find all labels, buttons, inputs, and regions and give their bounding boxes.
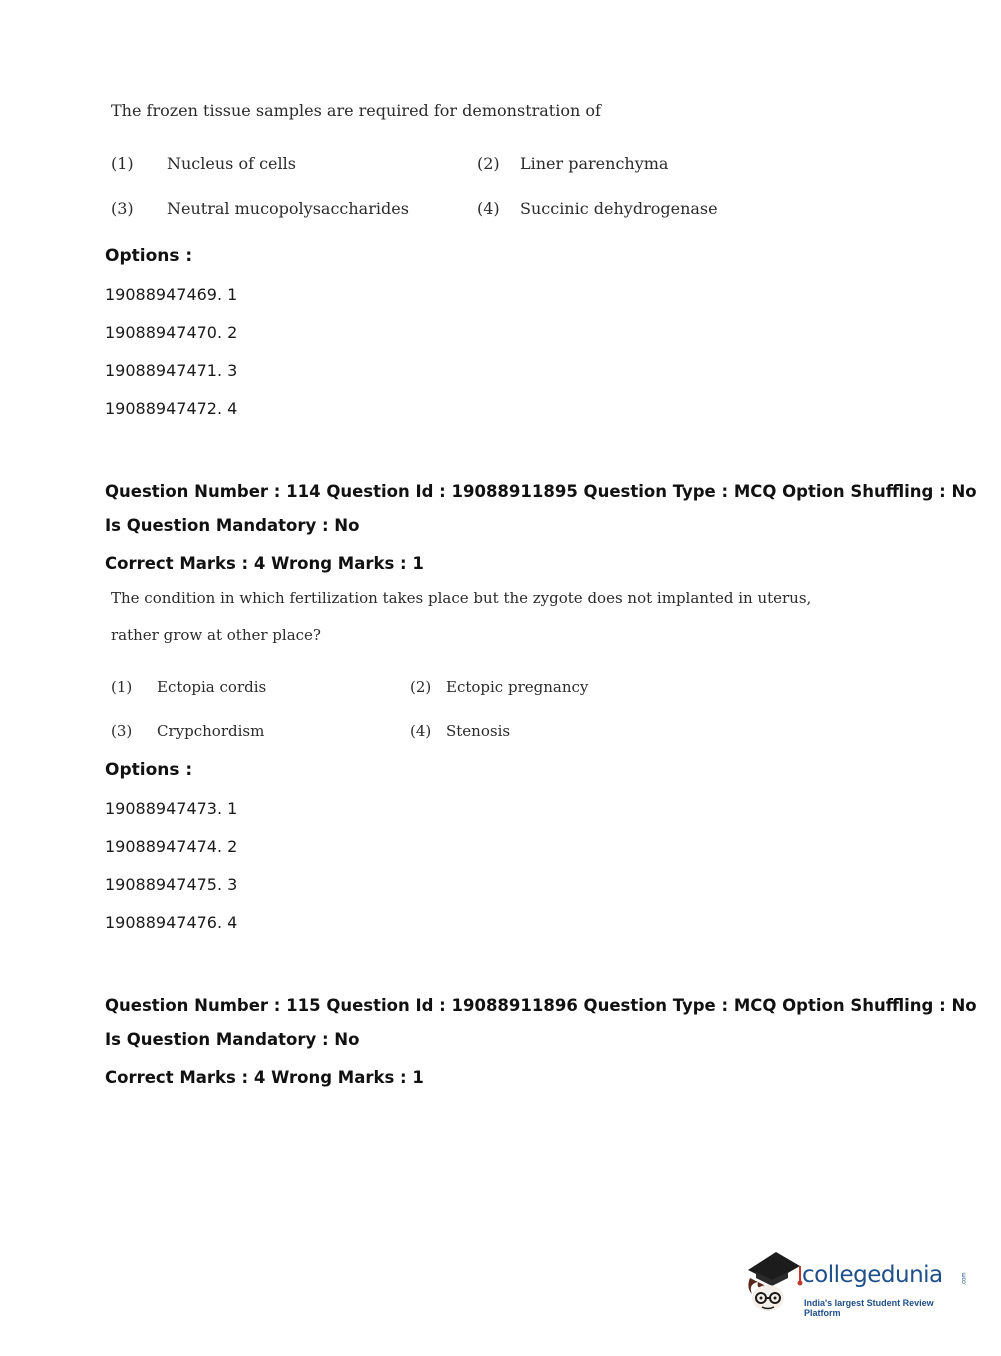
choice-text: Nucleus of cells bbox=[167, 154, 296, 173]
choice-number: (4) bbox=[477, 199, 500, 218]
question-mandatory: Is Question Mandatory : No bbox=[105, 516, 360, 535]
choice-number: (1) bbox=[111, 678, 133, 696]
option-id: 19088947470. 2 bbox=[105, 323, 238, 342]
choice-text: Liner parenchyma bbox=[520, 154, 669, 173]
option-id: 19088947471. 3 bbox=[105, 361, 238, 380]
option-id: 19088947474. 2 bbox=[105, 837, 238, 856]
collegedunia-logo bbox=[742, 1248, 972, 1318]
option-id: 19088947473. 1 bbox=[105, 799, 238, 818]
choice-number: (4) bbox=[410, 722, 432, 740]
question-meta: Question Number : 115 Question Id : 19088911896 Question Type : MCQ Option Shuffling : No bbox=[105, 996, 977, 1015]
option-id: 19088947475. 3 bbox=[105, 875, 238, 894]
brand-tagline: India's largest Student Review Platform bbox=[804, 1298, 934, 1318]
option-id: 19088947476. 4 bbox=[105, 913, 238, 932]
option-id: 19088947472. 4 bbox=[105, 399, 238, 418]
choice-text: Stenosis bbox=[446, 722, 511, 740]
brand-dotcom: .com bbox=[961, 1272, 968, 1286]
question-stem-line: rather grow at other place? bbox=[111, 626, 321, 644]
choice-text: Ectopic pregnancy bbox=[446, 678, 589, 696]
question-stem: The frozen tissue samples are required for demonstration of bbox=[111, 101, 601, 120]
choice-number: (1) bbox=[111, 154, 134, 173]
question-marks: Correct Marks : 4 Wrong Marks : 1 bbox=[105, 1068, 424, 1087]
choice-number: (2) bbox=[410, 678, 432, 696]
choice-text: Ectopia cordis bbox=[157, 678, 267, 696]
mascot-icon bbox=[742, 1248, 804, 1314]
options-label: Options : bbox=[105, 760, 193, 780]
question-meta: Question Number : 114 Question Id : 19088911895 Question Type : MCQ Option Shuffling : No bbox=[105, 482, 977, 501]
option-id: 19088947469. 1 bbox=[105, 285, 238, 304]
choice-number: (3) bbox=[111, 722, 133, 740]
choice-text: Neutral mucopolysaccharides bbox=[167, 199, 409, 218]
options-label: Options : bbox=[105, 246, 193, 266]
brand-name: collegedunia bbox=[802, 1262, 943, 1288]
choice-text: Crypchordism bbox=[157, 722, 265, 740]
question-mandatory: Is Question Mandatory : No bbox=[105, 1030, 360, 1049]
choice-text: Succinic dehydrogenase bbox=[520, 199, 718, 218]
choice-number: (3) bbox=[111, 199, 134, 218]
question-stem-line: The condition in which fertilization takes place but the zygote does not implanted in uterus, bbox=[111, 589, 812, 607]
choice-number: (2) bbox=[477, 154, 500, 173]
question-marks: Correct Marks : 4 Wrong Marks : 1 bbox=[105, 554, 424, 573]
